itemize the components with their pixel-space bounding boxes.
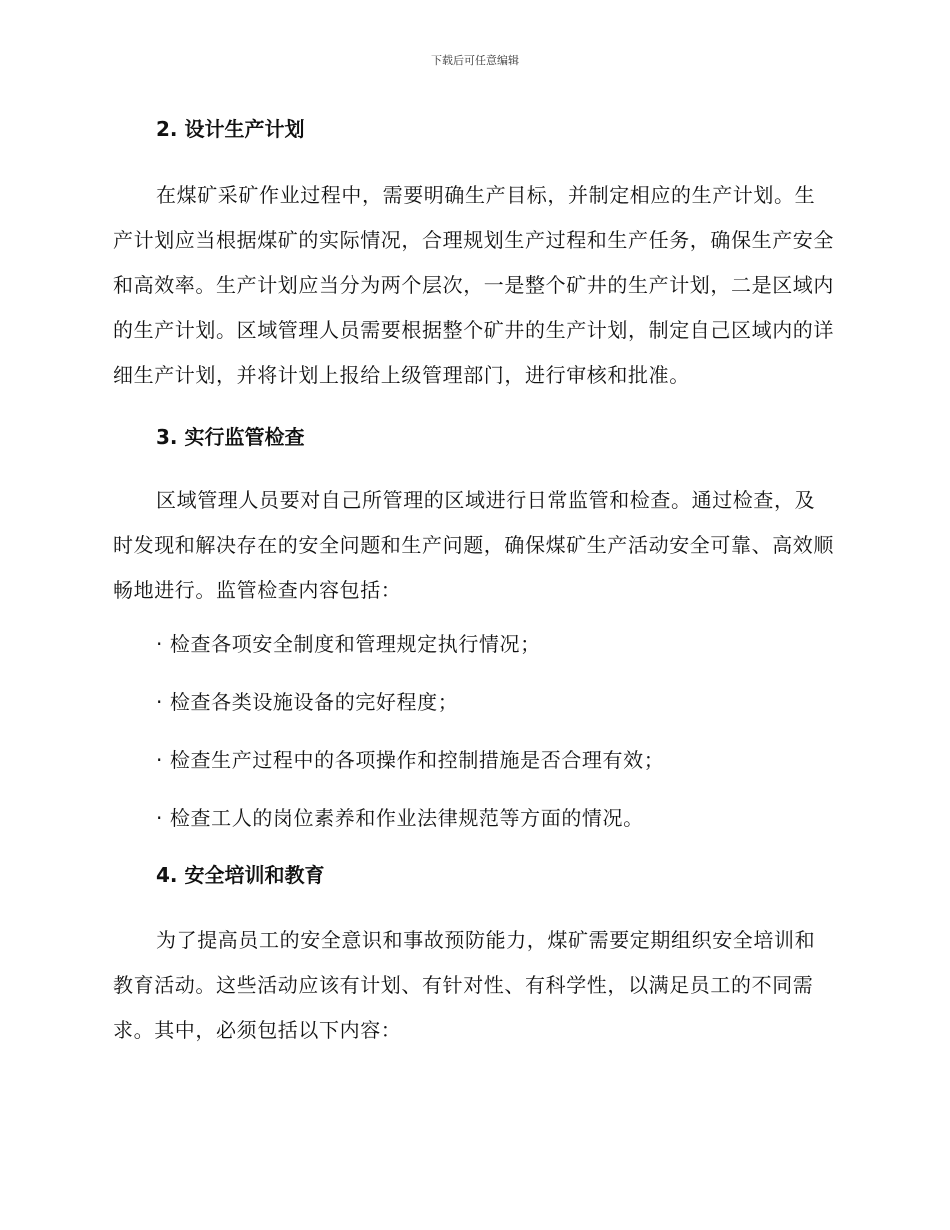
page-header: 下载后可任意编辑 (431, 54, 519, 67)
section-heading-supervision: 3. 实行监管检查 (156, 425, 305, 449)
section-heading-production-plan: 2. 设计生产计划 (156, 117, 305, 141)
list-item: · 检查生产过程中的各项操作和控制措施是否合理有效； (156, 748, 665, 772)
section-heading-safety-training: 4. 安全培训和教育 (156, 863, 325, 887)
document-body (113, 112, 835, 1053)
paragraph-supervision: 区域管理人员要对自己所管理的区域进行日常监管和检查。通过检查，及时发现和解决存在的安全问题和生产问题，确保煤矿生产活动安全可靠、高效顺畅地进行。监管检查内容包括： (113, 488, 834, 602)
paragraph-production-plan: 在煤矿采矿作业过程中，需要明确生产目标，并制定相应的生产计划。生产计划应当根据煤矿的实际情况，合理规划生产过程和生产任务，确保生产安全和高效率。生产计划应当分为两个层次，一是整个矿井的生产计划，二是区域内的生产计划。区域管理人员需要根据整个矿井的生产计划，制定自己区域内的详细生产计划，并将计划上报给上级管理部门，进行审核和批准。 (113, 183, 834, 387)
list-item: · 检查各类设施设备的完好程度； (156, 690, 459, 714)
list-item: · 检查工人的岗位素养和作业法律规范等方面的情况。 (156, 806, 644, 830)
list-item: · 检查各项安全制度和管理规定执行情况； (156, 632, 541, 656)
paragraph-safety-training: 为了提高员工的安全意识和事故预防能力，煤矿需要定期组织安全培训和教育活动。这些活动应该有计划、有针对性、有科学性，以满足员工的不同需求。其中，必须包括以下内容： (113, 928, 816, 1042)
